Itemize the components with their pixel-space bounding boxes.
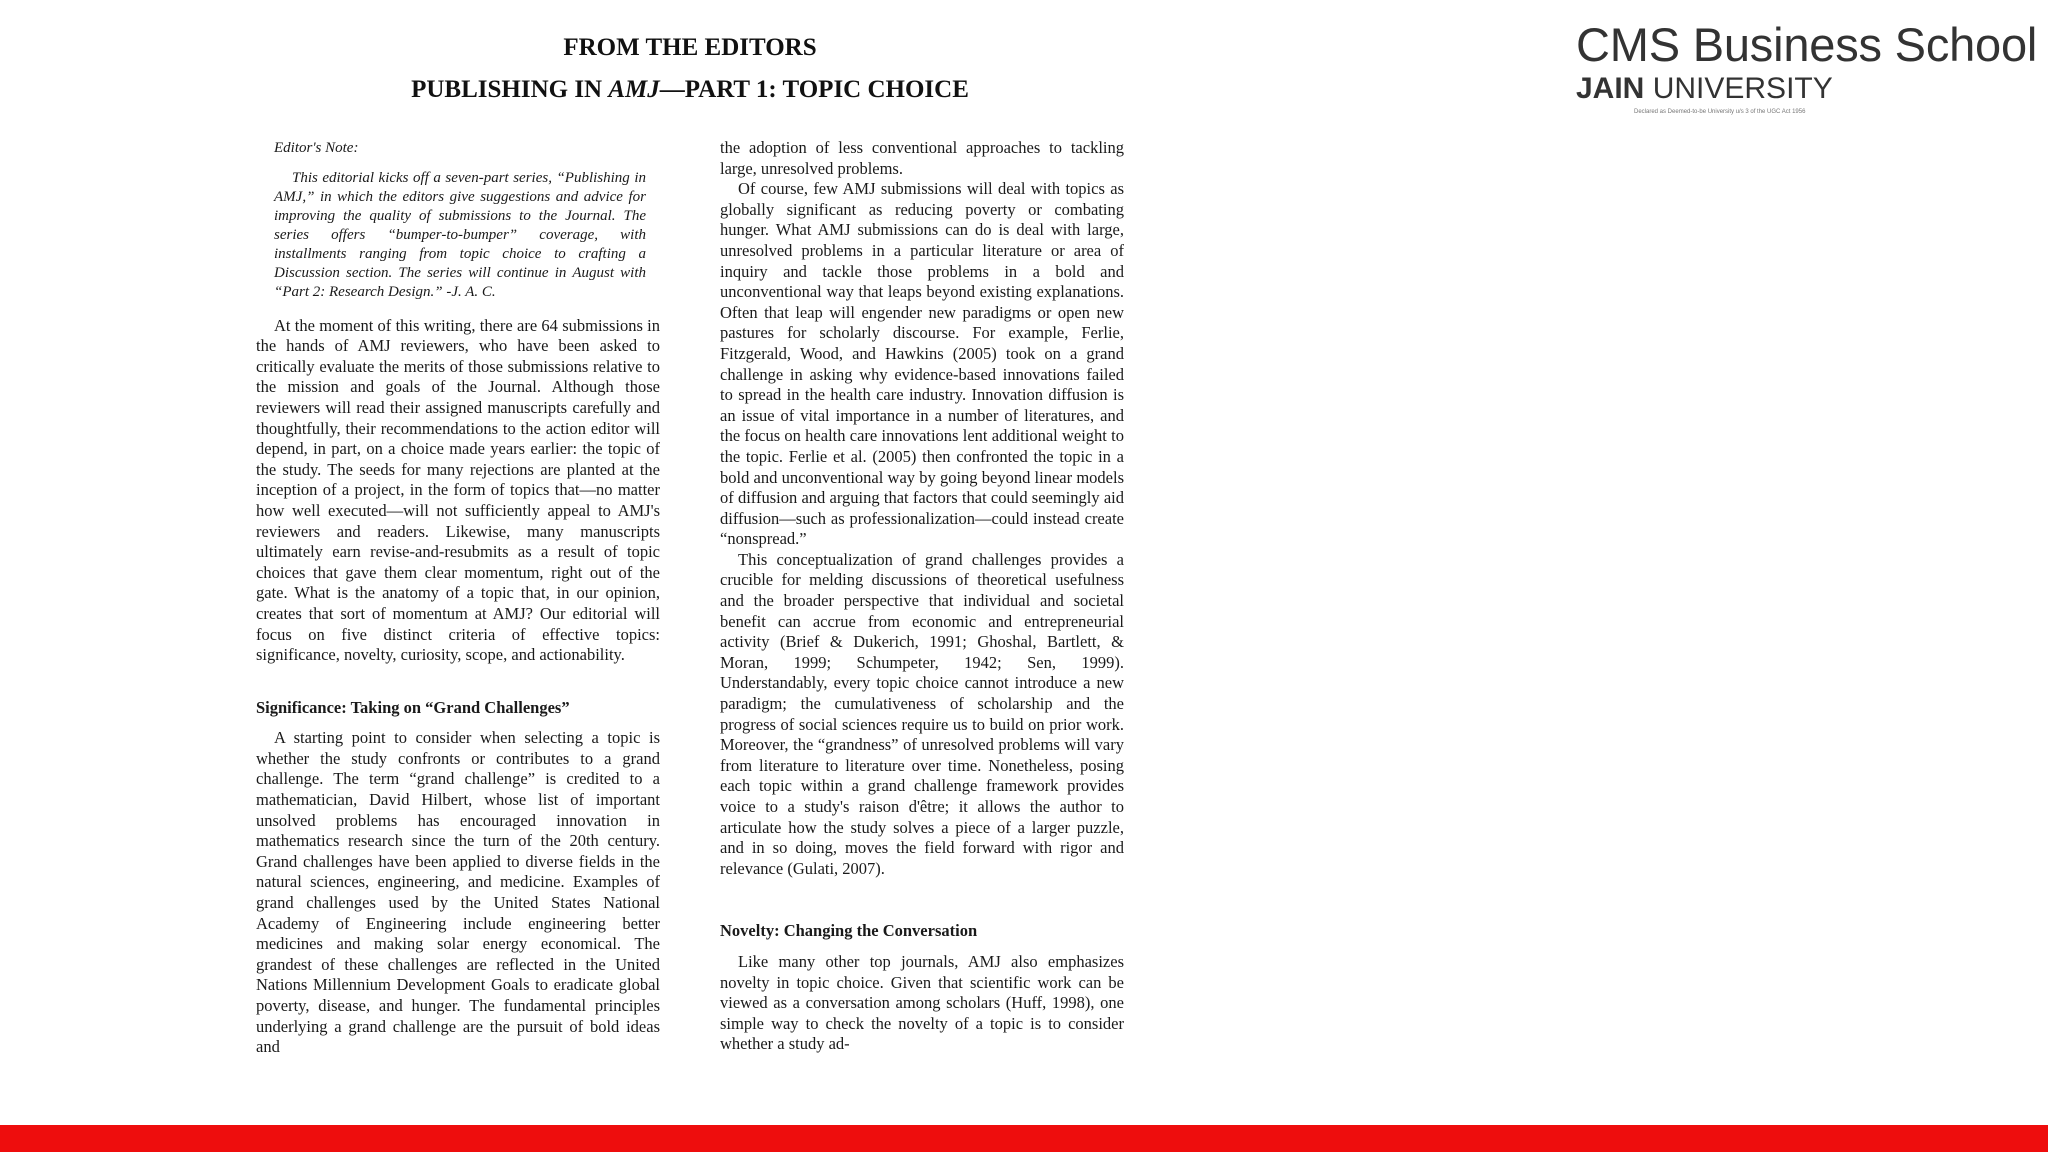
significance-heading: Significance: Taking on “Grand Challenges”: [256, 697, 570, 717]
title-prefix: PUBLISHING IN: [411, 76, 609, 103]
significance-paragraph: A starting point to consider when selecting a topic is whether the study confronts or contributes to a grand challenge. The term “grand challenge” is credited to a mathematician, David Hilbert, whose list of important unsolved problems has encouraged innovation in mathematics research since the turn of the 20th century. Grand challenges have been applied to diverse fields in the natural sciences, engineering, and medicine. Examples of grand challenges used by the United States National Academy of Engineering include engineering better medicines and making solar energy economical. The grandest of these challenges are reflected in the United Nations Millennium Development Goals to eradicate global poverty, disease, and hunger. The fundamental principles underlying a grand challenge are the pursuit of bold ideas and: [256, 728, 660, 1057]
page-section-title: FROM THE EDITORS: [563, 34, 817, 61]
editor-note-label: Editor's Note:: [274, 140, 359, 156]
logo-university-word: UNIVERSITY: [1652, 72, 1833, 105]
page-title: [0, 76, 1380, 104]
logo-tagline: Declared as Deemed-to-be University u/s 3 of the UGC Act 1956: [1634, 109, 1806, 115]
logo-title: CMS Business School: [1576, 18, 2038, 71]
title-suffix: —PART 1: TOPIC CHOICE: [659, 76, 969, 103]
school-logo: [1576, 18, 2036, 116]
intro-paragraph: At the moment of this writing, there are 64 submissions in the hands of AMJ reviewers, who have been asked to critically evaluate the merits of those submissions relative to the mission and goals of the Journal. Although those reviewers will read their assigned manuscripts carefully and thoughtfully, their recommendations to the action editor will depend, in part, on a choice made years earlier: the topic of the study. The seeds for many rejections are planted at the inception of a project, in the form of topics that—no matter how well executed—will not sufficiently appeal to AMJ's reviewers and readers. Likewise, many manuscripts ultimately earn revise-and-resubmits as a result of topic choices that gave them clear momentum, right out of the gate. What is the anatomy of a topic that, in our opinion, creates that sort of momentum at AMJ? Our editorial will focus on five distinct criteria of effective topics: significance, novelty, curiosity, scope, and actionability.: [256, 315, 660, 665]
conceptualization-paragraph: This conceptualization of grand challenges provides a crucible for melding discussions of theoretical usefulness and the broader perspective that individual and societal benefit can accrue from economic and entrepreneurial activity (Brief & Dukerich, 1991; Ghoshal, Bartlett, & Moran, 1999; Schumpeter, 1942; Sen, 1999). Understandably, every topic choice cannot introduce a new paradigm; the cumulativeness of scholarship and the progress of social sciences require us to build on prior work. Moreover, the “grandness” of unresolved problems will vary from literature to literature over time. Nonetheless, posing each topic within a grand challenge framework provides voice to a study's raison d'être; it allows the author to articulate how the study solves a piece of a larger puzzle, and in so doing, moves the field forward with rigor and relevance (Gulati, 2007).: [720, 549, 1124, 878]
bottom-red-bar: [0, 1125, 2048, 1152]
grand-challenge-paragraph: Of course, few AMJ submissions will deal with topics as globally significant as reducing poverty or combating hunger. What AMJ submissions can do is deal with large, unresolved problems in a particular literature or area of inquiry and tackle those problems in a bold and unconventional way that leaps beyond existing explanations. Often that leap will engender new paradigms or open new pastures for scholarly discourse. For example, Ferlie, Fitzgerald, Wood, and Hawkins (2005) took on a grand challenge in asking why evidence-based innovations failed to spread in the health care industry. Innovation diffusion is an issue of vital importance in a number of literatures, and the focus on health care innovations lent additional weight to the topic. Ferlie et al. (2005) then confronted the topic in a bold and unconventional way by going beyond linear models of diffusion and arguing that factors that could seemingly aid diffusion—such as professionalization—could instead create “nonspread.”: [720, 179, 1124, 549]
continued-paragraph: the adoption of less conventional approaches to tackling large, unresolved problems.: [720, 138, 1124, 178]
editor-note-text: This editorial kicks off a seven-part series, “Publishing in AMJ,” in which the editors give suggestions and advice for improving the quality of submissions to the Journal. The series offers “bumper-to-bumper” coverage, with installments ranging from topic choice to crafting a Discussion section. The series will continue in August with “Part 2: Research Design.” -J. A. C.: [274, 169, 646, 300]
logo-brand: JAIN: [1576, 72, 1645, 105]
journal-name: AMJ: [608, 76, 660, 103]
novelty-heading: Novelty: Changing the Conversation: [720, 921, 978, 941]
logo-university: [1576, 74, 2036, 104]
novelty-paragraph: Like many other top journals, AMJ also emphasizes novelty in topic choice. Given that scientific work can be viewed as a conversation among scholars (Huff, 1998), one simple way to check the novelty of a topic is to consider whether a study ad-: [720, 951, 1124, 1054]
right-column: [720, 138, 1124, 1055]
left-column: [256, 138, 660, 1058]
